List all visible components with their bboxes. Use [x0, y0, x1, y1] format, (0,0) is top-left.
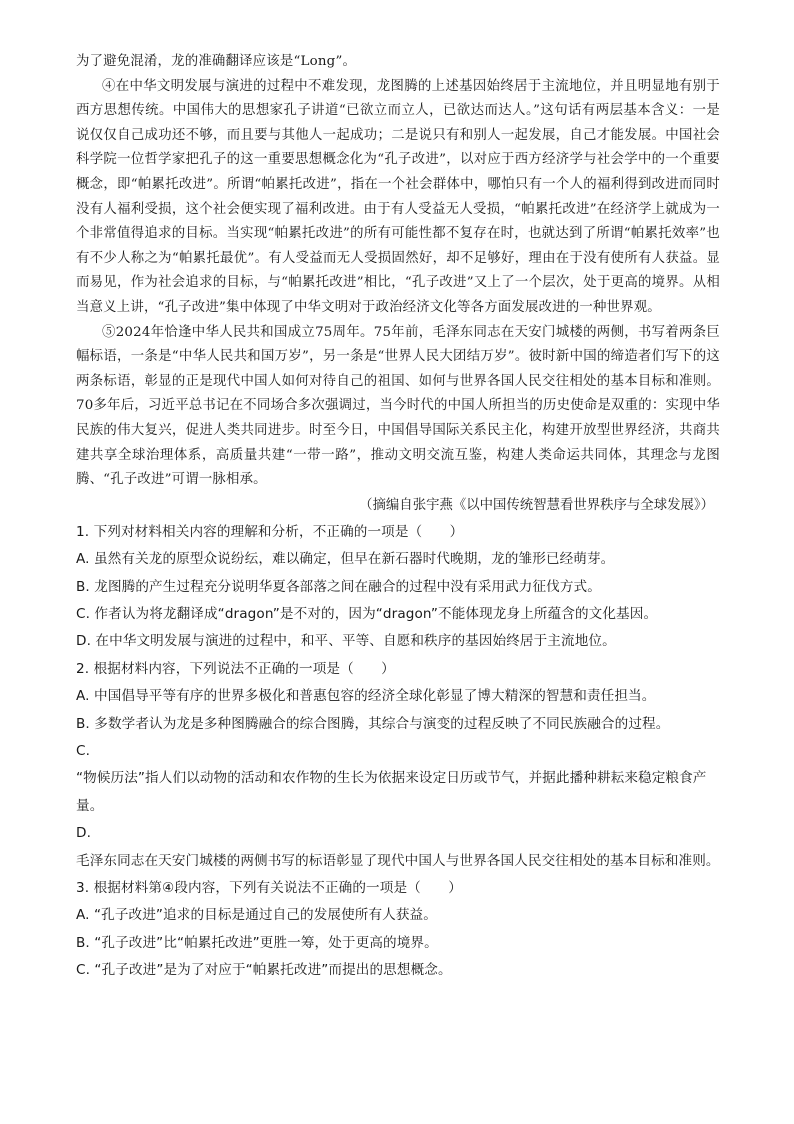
question-2-option-c-text: “物候历法”指人们以动物的活动和农作物的生长为依据来设定日历或节气，并据此播种耕耘来稳定粮食产量。 [76, 770, 707, 814]
question-3 [76, 875, 720, 985]
question-1-stem: 1. 下列对材料相关内容的理解和分析，不正确的一项是（ ） [76, 523, 464, 540]
question-3-option-b: B. “孔子改进”比“帕累托改进”更胜一筹，处于更高的境界。 [76, 934, 438, 951]
question-1-option-c: C. 作者认为将龙翻译成“dragon”是不对的，因为“dragon”不能体现龙身上所蕴含的文化基因。 [76, 605, 658, 622]
question-1-option-a: A. 虽然有关龙的原型众说纷纭，难以确定，但早在新石器时代晚期，龙的雏形已经萌芽。 [76, 551, 615, 568]
passage-paragraph-4: ④在中华文明发展与演进的过程中不难发现，龙图腾的上述基因始终居于主流地位，并且明显地有别于西方思想传统。中国伟大的思想家孔子讲道“已欲立而立人，已欲达而达人。”这句话有两层基本含义：一是说仅仅自己成功还不够，而且要与其他人一起成功；二是说只有和别人一起发展，自己才能发展。中国社会科学院一位哲学家把孔子的这一重要思想概念化为“孔子改进”，以对应于西方经济学与社会学中的一个重要概念，即“帕累托改进”。所谓“帕累托改进”，指在一个社会群体中，哪怕只有一个人的福利得到改进而同时没有人福利受损，这个社会便实现了福利改进。由于有人受益无人受损，“帕累托改进”在经济学上就成为一个非常值得追求的目标。当实现“帕累托改进”的所有可能性都不复存在时，也就达到了所谓“帕累托效率”也有不少人称之为“帕累托最优”。有人受益而无人受损固然好，却不足够好，理由在于没有使所有人获益。显而易见，作为社会追求的目标，与“帕累托改进”相比，“孔子改进”又上了一个层次，处于更高的境界。从相当意义上讲，“孔子改进”集中体现了中华文明对于政治经济文化等各方面发展改进的一种世界观。 [76, 78, 720, 315]
passage-source: （摘编自张宇燕《以中国传统智慧看世界秩序与全球发展》） [359, 497, 714, 513]
question-2-stem: 2. 根据材料内容，下列说法不正确的一项是（ ） [76, 660, 395, 677]
question-1-option-d: D. 在中华文明发展与演进的过程中，和平、平等、自愿和秩序的基因始终居于主流地位。 [76, 633, 616, 650]
passage-paragraph-continued: 为了避免混淆，龙的准确翻译应该是“Long”。 [76, 54, 357, 69]
question-3-stem: 3. 根据材料第④段内容，下列有关说法不正确的一项是（ ） [76, 879, 462, 896]
question-2-option-a: A. 中国倡导平等有序的世界多极化和普惠包容的经济全球化彰显了博大精深的智慧和责任担当。 [76, 688, 656, 705]
question-2 [76, 656, 720, 875]
question-2-option-b: B. 多数学者认为龙是多种图腾融合的综合图腾，其综合与演变的过程反映了不同民族融合的过程。 [76, 715, 670, 732]
question-1-option-b: B. 龙图腾的产生过程充分说明华夏各部落之间在融合的过程中没有采用武力征伐方式。 [76, 578, 601, 595]
question-2-option-c-label: C. [76, 742, 91, 759]
question-2-option-d-label: D. [76, 825, 91, 842]
question-2-option-d-text: 毛泽东同志在天安门城楼的两侧书写的标语彰显了现代中国人与世界各国人民交往相处的基本目标和准则。 [76, 852, 720, 869]
question-3-option-a: A. “孔子改进”追求的目标是通过自己的发展使所有人获益。 [76, 907, 437, 924]
exam-page [76, 50, 720, 985]
question-3-option-c: C. “孔子改进”是为了对应于“帕累托改进”而提出的思想概念。 [76, 962, 452, 979]
question-1 [76, 519, 720, 656]
passage-paragraph-5: ⑤2024年恰逢中华人民共和国成立75周年。75年前，毛泽东同志在天安门城楼的两侧，书写着两条巨幅标语，一条是“中华人民共和国万岁”，另一条是“世界人民大团结万岁”。彼时新中国的缔造者们写下的这两条标语，彰显的正是现代中国人如何对待自己的祖国、如何与世界各国人民交往相处的基本目标和准则。70多年后，习近平总书记在不同场合多次强调过，当今时代的中国人所担当的历史使命是双重的：实现中华民族的伟大复兴，促进人类共同进步。时至今日，中国倡导国际关系民主化，构建开放型世界经济，共商共建共享全球治理体系，高质量共建“一带一路”，推动文明交流互鉴，构建人类命运共同体，其理念与龙图腾、“孔子改进”可谓一脉相承。 [76, 324, 720, 488]
